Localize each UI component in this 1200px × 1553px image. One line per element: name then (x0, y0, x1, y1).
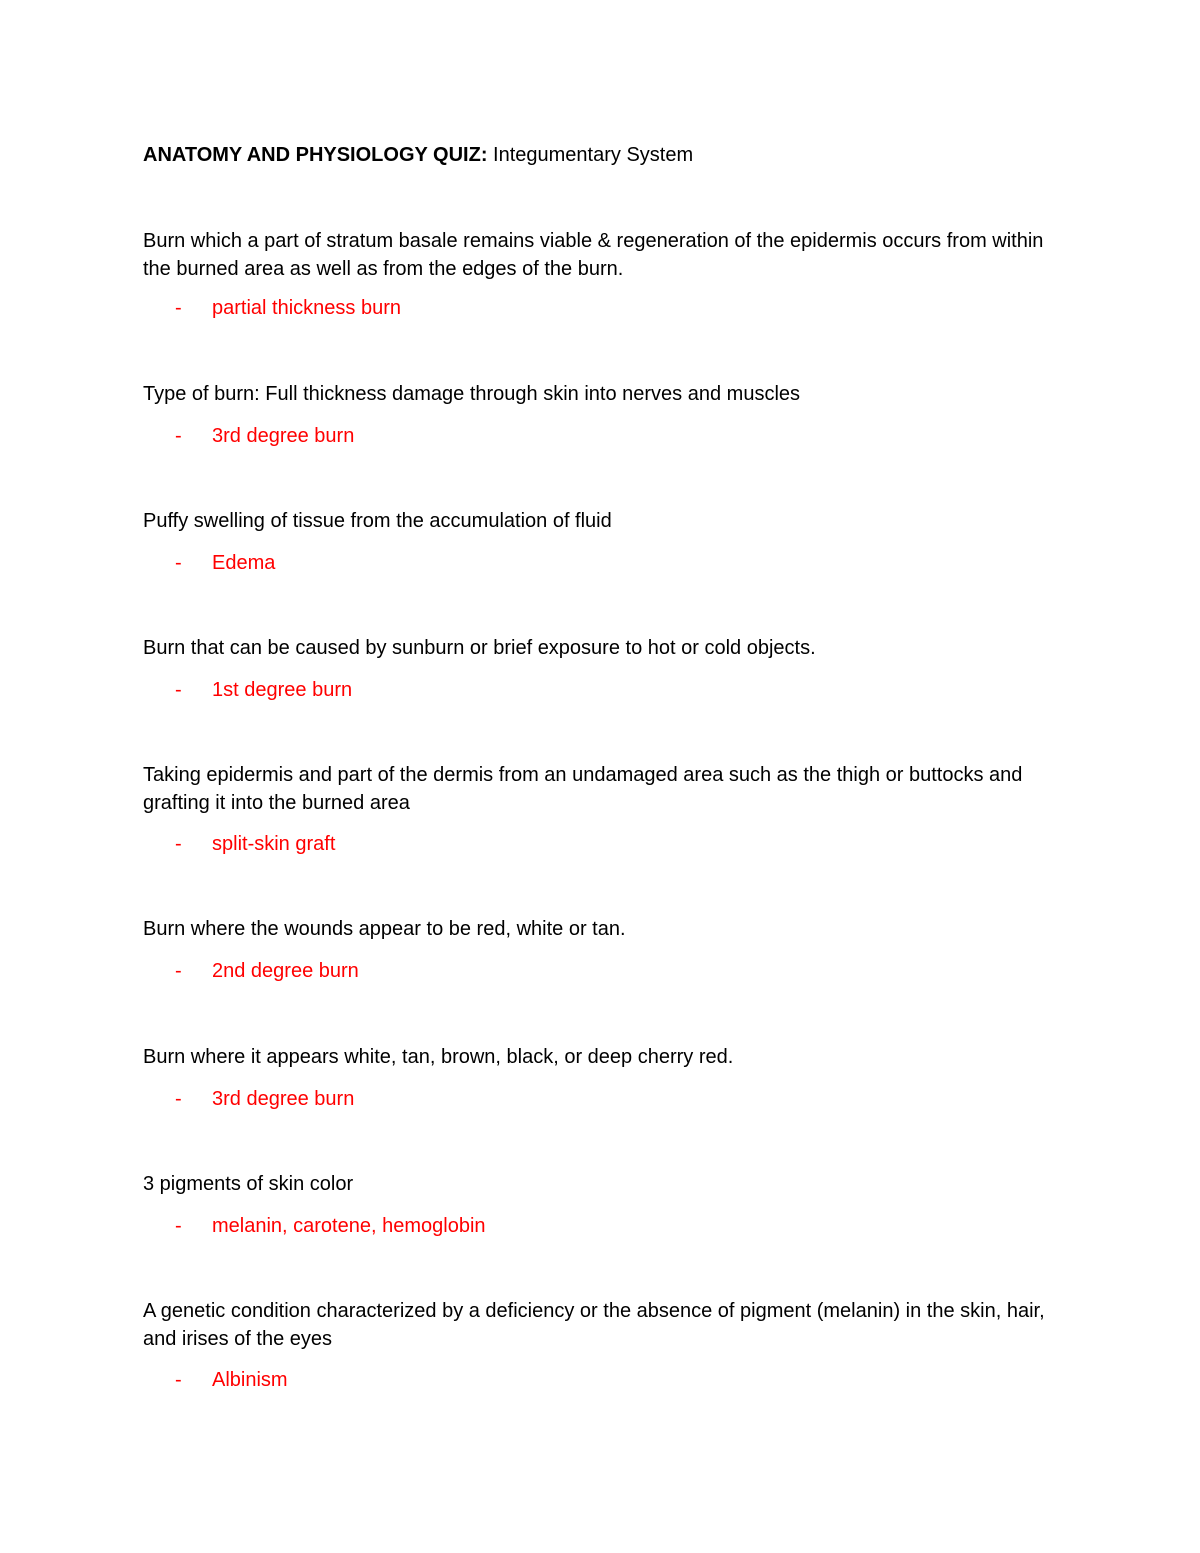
bullet-dash: - (175, 425, 182, 447)
document-title (143, 141, 693, 169)
answer-6 (175, 957, 359, 985)
answer-text: 3rd degree burn (212, 1088, 355, 1110)
answer-9 (175, 1366, 288, 1394)
answer-4 (175, 676, 352, 704)
answer-3 (175, 549, 275, 577)
answer-text: melanin, carotene, hemoglobin (212, 1215, 486, 1237)
answer-text: Albinism (212, 1369, 288, 1391)
answer-1 (175, 294, 401, 322)
answer-8 (175, 1212, 486, 1240)
question-5: Taking epidermis and part of the dermis from an undamaged area such as the thigh or buttocks and grafting it into the burned area (143, 764, 1023, 814)
question-9: A genetic condition characterized by a deficiency or the absence of pigment (melanin) in the skin, hair, and irises of the eyes (143, 1300, 1045, 1350)
answer-text: partial thickness burn (212, 297, 401, 319)
bullet-dash: - (175, 679, 182, 701)
question-2: Type of burn: Full thickness damage through skin into nerves and muscles (143, 383, 801, 405)
bullet-dash: - (175, 833, 182, 855)
answer-2 (175, 422, 354, 450)
question-3: Puffy swelling of tissue from the accumulation of fluid (143, 510, 612, 532)
title-bold: ANATOMY AND PHYSIOLOGY QUIZ: (143, 144, 488, 166)
question-4: Burn that can be caused by sunburn or brief exposure to hot or cold objects. (143, 637, 816, 659)
answer-7 (175, 1085, 354, 1113)
bullet-dash: - (175, 1215, 182, 1237)
bullet-dash: - (175, 297, 182, 319)
question-1: Burn which a part of stratum basale remains viable & regeneration of the epidermis occurs from within the burned area as well as from the edges of the burn. (143, 230, 1044, 280)
answer-text: 2nd degree burn (212, 960, 359, 982)
question-8: 3 pigments of skin color (143, 1173, 354, 1195)
bullet-dash: - (175, 1088, 182, 1110)
bullet-dash: - (175, 552, 182, 574)
answer-text: split-skin graft (212, 833, 336, 855)
question-7: Burn where it appears white, tan, brown, black, or deep cherry red. (143, 1046, 734, 1068)
bullet-dash: - (175, 1369, 182, 1391)
question-6: Burn where the wounds appear to be red, white or tan. (143, 918, 626, 940)
answer-text: 1st degree burn (212, 679, 353, 701)
title-rest: Integumentary System (487, 144, 694, 166)
bullet-dash: - (175, 960, 182, 982)
answer-5 (175, 830, 335, 858)
answer-text: 3rd degree burn (212, 425, 355, 447)
answer-text: Edema (212, 552, 276, 574)
